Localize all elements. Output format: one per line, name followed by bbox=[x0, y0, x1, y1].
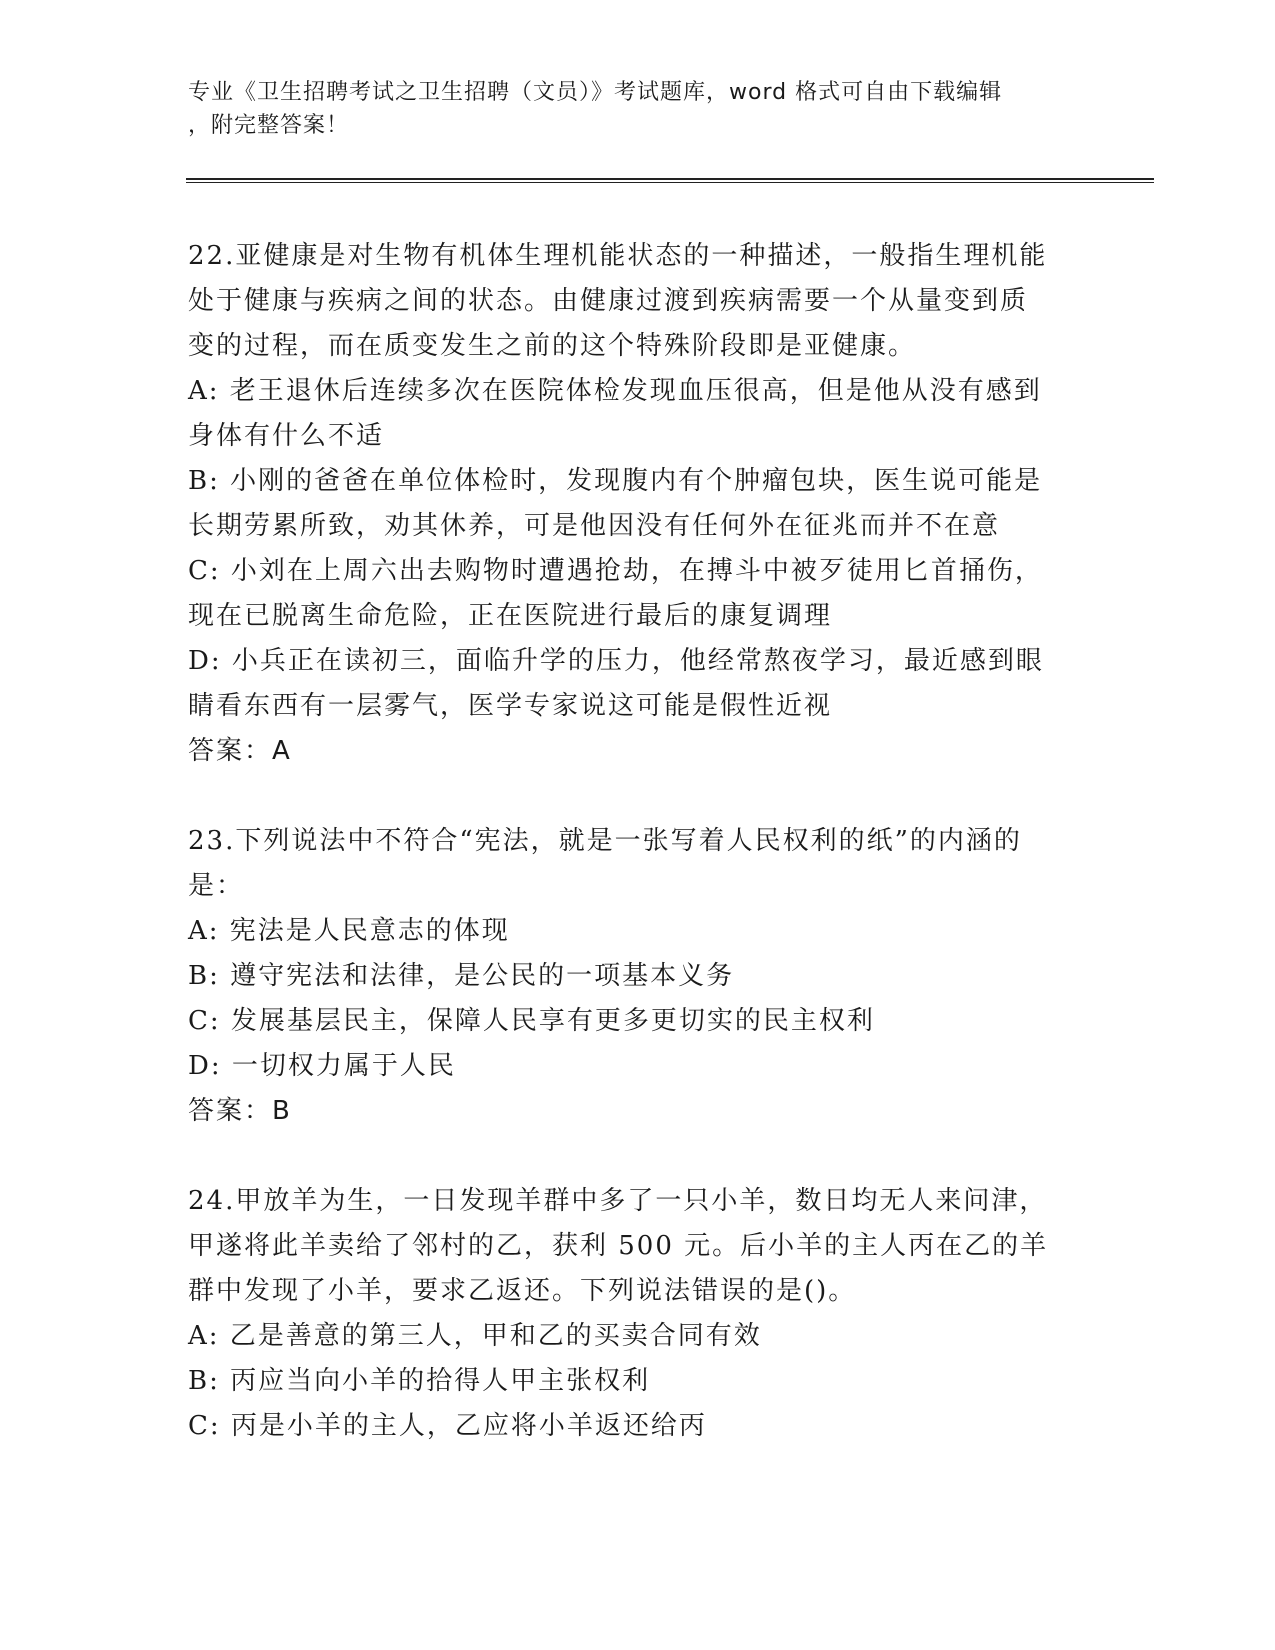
option-d bbox=[188, 639, 1088, 729]
option-b bbox=[188, 1359, 1088, 1404]
question-22 bbox=[188, 234, 1088, 774]
option-c bbox=[188, 1404, 1088, 1449]
option-b bbox=[188, 459, 1088, 549]
answer-line: 答案：B bbox=[188, 1096, 292, 1126]
header-line: 专业《卫生招聘考试之卫生招聘（文员）》考试题库，word 格式可自由下载编辑 bbox=[188, 80, 1003, 105]
stem-line: 甲遂将此羊卖给了邻村的乙，获利 500 元。后小羊的主人丙在乙的羊 bbox=[188, 1231, 1049, 1261]
stem-line: 23.下列说法中不符合“宪法，就是一张写着人民权利的纸”的内涵的 bbox=[188, 826, 1022, 856]
option-line: 睛看东西有一层雾气，医学专家说这可能是假性近视 bbox=[188, 691, 833, 721]
option-line: B: 遵守宪法和法律，是公民的一项基本义务 bbox=[188, 961, 735, 991]
option-c bbox=[188, 549, 1088, 639]
option-line: D: 一切权力属于人民 bbox=[188, 1051, 456, 1081]
option-line: 现在已脱离生命危险，正在医院进行最后的康复调理 bbox=[188, 601, 833, 631]
header-divider bbox=[186, 182, 1154, 183]
option-line: A: 宪法是人民意志的体现 bbox=[188, 916, 510, 946]
option-line: C: 丙是小羊的主人，乙应将小羊返还给丙 bbox=[188, 1411, 707, 1441]
question-23 bbox=[188, 819, 1088, 1134]
header-divider bbox=[186, 178, 1154, 180]
stem-line: 处于健康与疾病之间的状态。由健康过渡到疾病需要一个从量变到质 bbox=[188, 286, 1029, 316]
stem-line: 是： bbox=[188, 871, 245, 901]
question-stem bbox=[188, 1179, 1088, 1314]
option-line: A: 乙是善意的第三人，甲和乙的买卖合同有效 bbox=[188, 1321, 762, 1351]
option-a bbox=[188, 369, 1088, 459]
option-line: 身体有什么不适 bbox=[188, 421, 385, 451]
option-a bbox=[188, 909, 1088, 954]
option-a bbox=[188, 1314, 1088, 1359]
question-list bbox=[188, 234, 1088, 1449]
question-stem bbox=[188, 234, 1088, 369]
option-b bbox=[188, 954, 1088, 999]
question-stem bbox=[188, 819, 1088, 909]
stem-line: 变的过程，而在质变发生之前的这个特殊阶段即是亚健康。 bbox=[188, 331, 917, 361]
stem-line: 群中发现了小羊，要求乙返还。下列说法错误的是()。 bbox=[188, 1276, 857, 1306]
header-line: ，附完整答案！ bbox=[188, 113, 350, 138]
stem-line: 24.甲放羊为生，一日发现羊群中多了一只小羊，数日均无人来问津， bbox=[188, 1186, 1048, 1216]
option-line: A: 老王退休后连续多次在医院体检发现血压很高，但是他从没有感到 bbox=[188, 376, 1042, 406]
option-line: B: 小刚的爸爸在单位体检时，发现腹内有个肿瘤包块，医生说可能是 bbox=[188, 466, 1043, 496]
question-24 bbox=[188, 1179, 1088, 1449]
option-d bbox=[188, 1044, 1088, 1089]
option-line: D: 小兵正在读初三，面临升学的压力，他经常熬夜学习，最近感到眼 bbox=[188, 646, 1044, 676]
option-c bbox=[188, 999, 1088, 1044]
option-line: C: 小刘在上周六出去购物时遭遇抢劫，在搏斗中被歹徒用匕首捅伤， bbox=[188, 556, 1043, 586]
option-line: C: 发展基层民主，保障人民享有更多更切实的民主权利 bbox=[188, 1006, 875, 1036]
option-line: 长期劳累所致，劝其休养，可是他因没有任何外在征兆而并不在意 bbox=[188, 511, 1001, 541]
stem-line: 22.亚健康是对生物有机体生理机能状态的一种描述，一般指生理机能 bbox=[188, 241, 1048, 271]
document-header bbox=[188, 76, 1068, 142]
answer-line: 答案：A bbox=[188, 736, 292, 766]
option-line: B: 丙应当向小羊的拾得人甲主张权利 bbox=[188, 1366, 651, 1396]
